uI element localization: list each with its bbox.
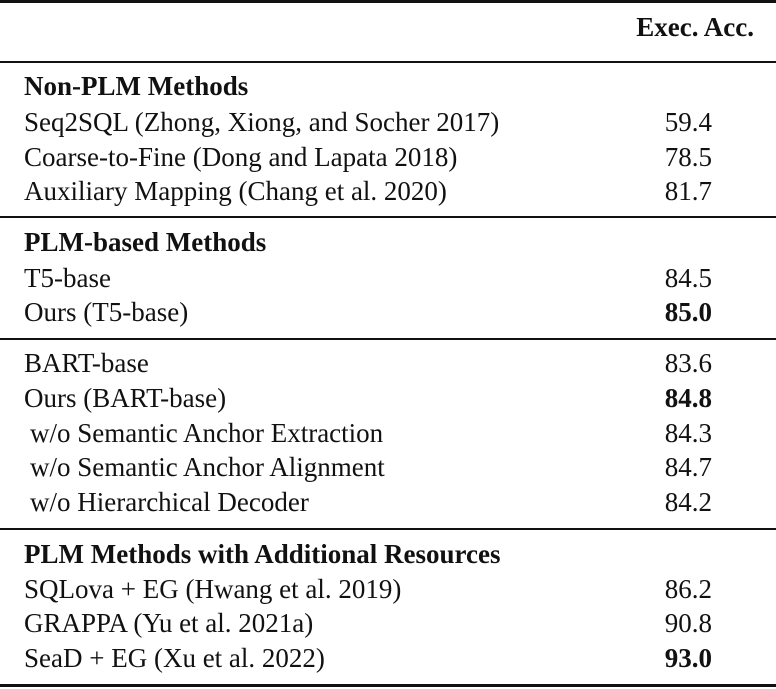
method-name: Auxiliary Mapping (Chang et al. 2020)	[24, 176, 447, 206]
table-row	[0, 105, 776, 139]
table-row	[0, 485, 776, 519]
table-row	[0, 346, 776, 380]
accuracy-value: 84.5	[664, 263, 712, 293]
bottom-rule	[0, 684, 776, 687]
section-title: Non-PLM Methods	[24, 71, 249, 101]
accuracy-value: 84.8	[664, 383, 712, 413]
table-row	[0, 295, 776, 329]
accuracy-value: 90.8	[664, 608, 712, 638]
method-name: Ours (BART-base)	[24, 383, 227, 413]
method-name: Coarse-to-Fine (Dong and Lapata 2018)	[24, 142, 458, 172]
table-row	[0, 381, 776, 415]
section-rule	[0, 338, 776, 340]
method-name: Seq2SQL (Zhong, Xiong, and Socher 2017)	[24, 107, 500, 137]
method-name: w/o Semantic Anchor Extraction	[30, 418, 384, 448]
section-title: PLM Methods with Additional Resources	[24, 539, 501, 569]
section-title: PLM-based Methods	[24, 227, 267, 257]
accuracy-value: 86.2	[664, 574, 712, 604]
accuracy-value: 84.3	[664, 418, 712, 448]
method-name: T5-base	[24, 263, 111, 293]
method-name: BART-base	[24, 348, 149, 378]
table-row	[0, 641, 776, 675]
header-rule	[0, 61, 776, 63]
method-name: SQLova + EG (Hwang et al. 2019)	[24, 574, 402, 604]
accuracy-value: 81.7	[664, 176, 712, 206]
section-rule	[0, 216, 776, 218]
table-row	[0, 450, 776, 484]
top-rule	[0, 0, 776, 3]
accuracy-value: 59.4	[664, 107, 712, 137]
table-row	[0, 174, 776, 208]
accuracy-value: 84.7	[664, 452, 712, 482]
header-exec-acc: Exec. Acc.	[636, 12, 754, 42]
table-row	[0, 416, 776, 450]
accuracy-value: 85.0	[664, 297, 712, 327]
table-row	[0, 140, 776, 174]
section-title-row	[0, 69, 776, 103]
method-name: Ours (T5-base)	[24, 297, 189, 327]
section-title-row	[0, 537, 776, 571]
accuracy-value: 93.0	[664, 643, 712, 673]
method-name: GRAPPA (Yu et al. 2021a)	[24, 608, 314, 638]
table-row	[0, 572, 776, 606]
accuracy-value: 83.6	[664, 348, 712, 378]
table-row	[0, 606, 776, 640]
method-name: w/o Semantic Anchor Alignment	[30, 452, 385, 482]
accuracy-value: 78.5	[664, 142, 712, 172]
accuracy-value: 84.2	[664, 487, 712, 517]
section-rule	[0, 528, 776, 530]
table-row	[0, 261, 776, 295]
section-title-row	[0, 225, 776, 259]
method-name: SeaD + EG (Xu et al. 2022)	[24, 643, 325, 673]
method-name: w/o Hierarchical Decoder	[30, 487, 309, 517]
